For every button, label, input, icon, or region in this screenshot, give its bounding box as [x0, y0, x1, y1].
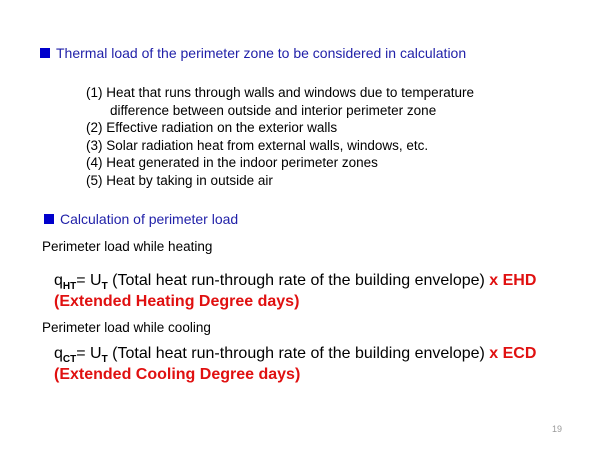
heating-label: Perimeter load while heating [42, 239, 213, 254]
cooling-note: (Extended Cooling Degree days) [54, 366, 301, 383]
formula-subscript: CT [62, 354, 77, 366]
page-number: 19 [552, 424, 563, 434]
section-heading-text: Calculation of perimeter load [60, 211, 239, 227]
square-bullet-icon [40, 48, 50, 58]
thermal-load-list [86, 84, 474, 190]
formula-symbol: q [54, 272, 63, 289]
formula-description: (Total heat run-through rate of the building envelope) [107, 345, 490, 362]
list-item: (3) Solar radiation heat from external walls, windows, etc. [86, 137, 429, 153]
formula-subscript: T [101, 281, 108, 293]
cooling-label: Perimeter load while cooling [42, 320, 211, 335]
formula-symbol: = U [76, 345, 102, 362]
list-item: (5) Heat by taking in outside air [86, 172, 273, 188]
section-heading-calculation [44, 211, 238, 227]
list-item: (4) Heat generated in the indoor perimeter zones [86, 155, 378, 171]
formula-subscript: HT [62, 281, 77, 293]
list-item-continuation: difference between outside and interior perimeter zone [110, 102, 437, 118]
formula-factor: x EHD [489, 272, 537, 289]
formula-description: (Total heat run-through rate of the building envelope) [107, 272, 490, 289]
formula-symbol: = U [76, 272, 102, 289]
square-bullet-icon [44, 214, 54, 224]
section-heading-text: Thermal load of the perimeter zone to be considered in calculation [56, 45, 467, 61]
cooling-formula [54, 345, 536, 365]
formula-factor: x ECD [489, 345, 537, 362]
section-heading-thermal-load [40, 45, 466, 61]
heating-formula [54, 272, 536, 292]
formula-subscript: T [101, 354, 108, 366]
heating-note: (Extended Heating Degree days) [54, 293, 300, 310]
formula-symbol: q [54, 345, 63, 362]
list-item: (1) Heat that runs through walls and windows due to temperature [86, 85, 474, 100]
list-item: (2) Effective radiation on the exterior walls [86, 120, 338, 136]
